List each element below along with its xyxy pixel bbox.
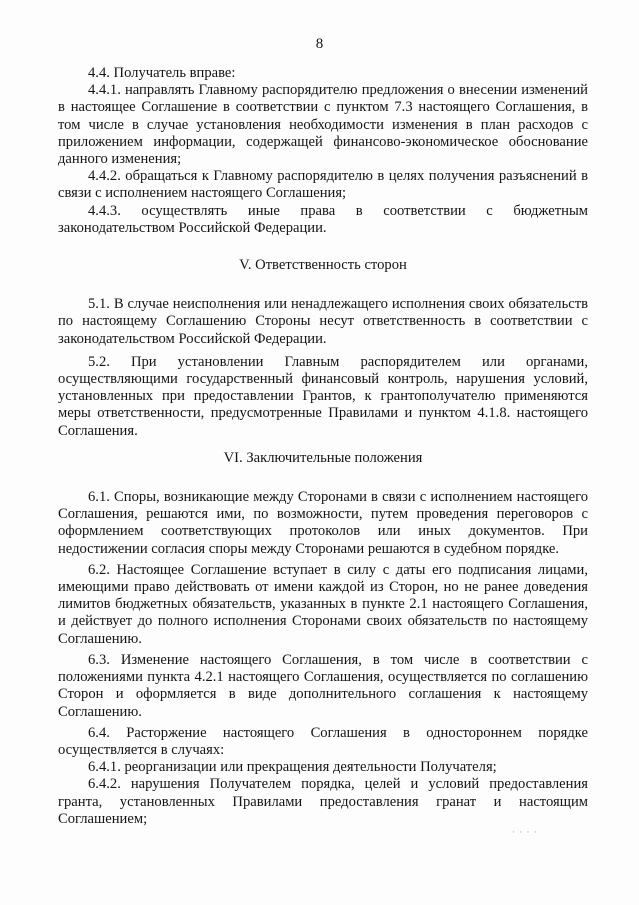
- paragraph-6-4-2: 6.4.2. нарушения Получателем порядка, целей и условий предоставления гранта, установленных Правилами предоставления гранат и настоящим Соглашением;: [58, 776, 588, 827]
- paragraph-6-3: 6.3. Изменение настоящего Соглашения, в том числе в соответствии с положениями пункта 4.2.1 настоящего Соглашения, осуществляется по соглашению Сторон и оформляется в виде дополнительного соглашения к настоящему Соглашению.: [58, 651, 588, 720]
- paragraph-4-4: 4.4. Получатель вправе:: [88, 65, 236, 81]
- paragraph-4-4-1: 4.4.1. направлять Главному распорядителю предложения о внесении изменений в настоящее Соглашение в соответствии с пунктом 7.3 настоящего Соглашения, в том числе в случае установления необходимости изменения в план расходов с приложением информации, содержащей финансово-экономическое обоснование данного изменения;: [58, 82, 588, 168]
- scan-mark: · · · ·: [512, 827, 538, 837]
- paragraph-6-1: 6.1. Споры, возникающие между Сторонами в связи с исполнением настоящего Соглашения, решаются ими, по возможности, путем проведения переговоров с оформлением соответствующих протоколов или иных документов. При недостижении согласия споры между Сторонами решаются в судебном порядке.: [58, 489, 588, 557]
- document-body: [58, 65, 588, 828]
- paragraph-6-4-1: 6.4.1. реорганизации или прекращения деятельности Получателя;: [88, 759, 497, 776]
- paragraph-4-4-2: 4.4.2. обращаться к Главному распорядителю в целях получения разъяснений в связи с исполнением настоящего Соглашения;: [58, 168, 588, 202]
- paragraph-6-2: 6.2. Настоящее Соглашение вступает в силу с даты его подписания лицами, имеющими право действовать от имени каждой из Сторон, но не ранее доведения лимитов бюджетных обязательств, указанных в пункте 2.1 настоящего Соглашения, и действует до полного исполнения Сторонами своих обязательств по настоящему Соглашению.: [58, 561, 588, 647]
- page-number: 8: [315, 36, 324, 52]
- section-heading-final-provisions: VI. Заключительные положения: [223, 449, 423, 466]
- paragraph-6-4: 6.4. Расторжение настоящего Соглашения в одностороннем порядке осуществляется в случаях:: [58, 724, 588, 758]
- paragraph-4-4-3: 4.4.3. осуществлять иные права в соответствии с бюджетным законодательством Российской Федерации.: [58, 202, 588, 236]
- section-heading-liability: V. Ответственность сторон: [239, 257, 407, 274]
- paragraph-5-1: 5.1. В случае неисполнения или ненадлежащего исполнения своих обязательств по настоящему Соглашению Стороны несут ответственность в соответствии с законодательством Российской Федерации.: [58, 296, 588, 347]
- paragraph-5-2: 5.2. При установлении Главным распорядителем или органами, осуществляющими государственный финансовый контроль, нарушения условий, установленных при предоставлении Грантов, к грантополучателю применяются меры ответственности, предусмотренные Правилами и пунктом 4.1.8. настоящего Соглашения.: [58, 353, 588, 439]
